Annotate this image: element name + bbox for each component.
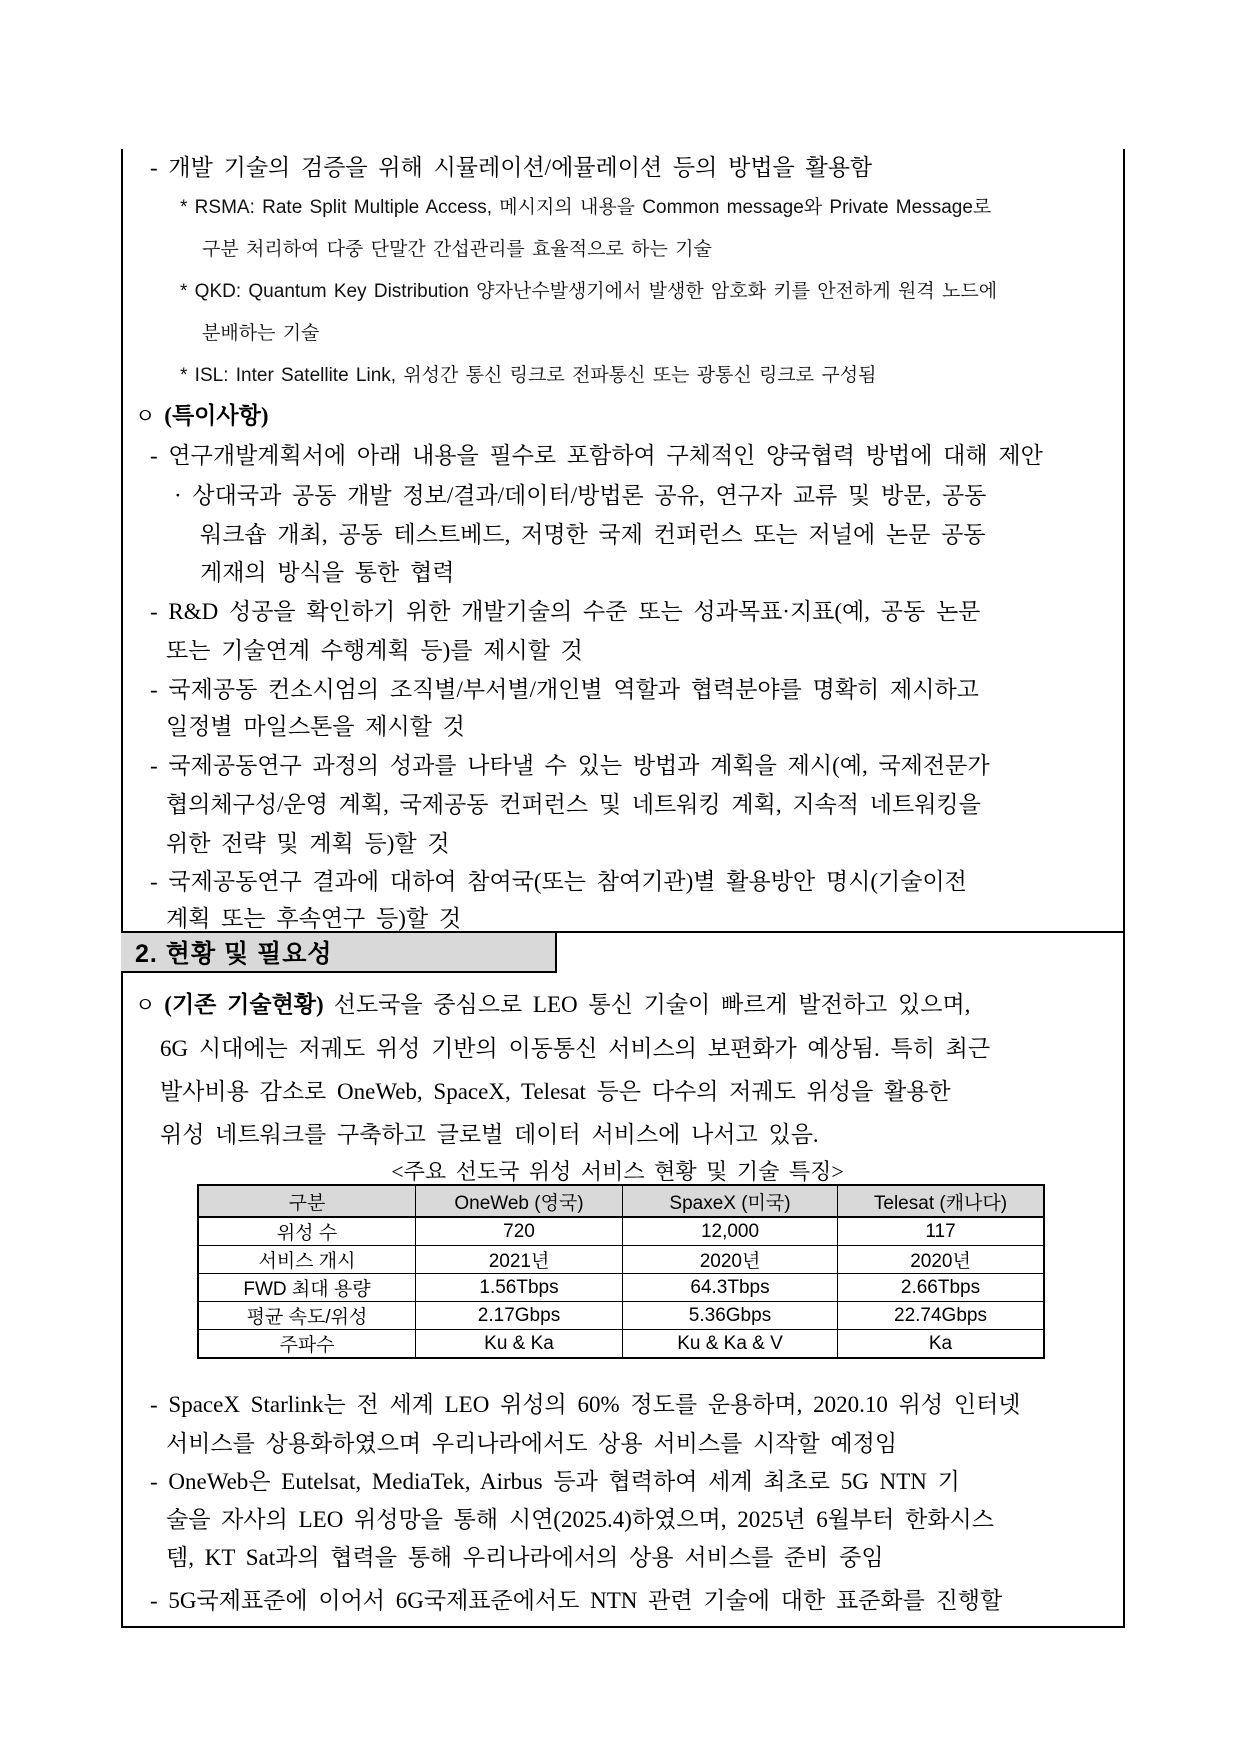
special-notes-line: - R&D 성공을 확인하기 위한 개발기술의 수준 또는 성과목표·지표(예, 공동 논문 <box>150 599 981 624</box>
table-row <box>198 1330 1044 1359</box>
special-notes-line: · 상대국과 공동 개발 정보/결과/데이터/방법론 공유, 연구자 교류 및 방문, 공동 <box>174 483 987 508</box>
table-cell: 117 <box>838 1217 1045 1246</box>
circle-bullet-marker: ㅇ <box>135 404 156 428</box>
section2-header-box <box>121 933 557 973</box>
table-cell: 서비스 개시 <box>198 1246 416 1274</box>
special-notes-line: 또는 기술연계 수행계획 등)를 제시할 것 <box>166 638 583 663</box>
table-row <box>198 1274 1044 1302</box>
section2-header-title: 2. 현황 및 필요성 <box>135 940 333 968</box>
special-notes-heading <box>135 403 279 429</box>
footnote-qkd-line2: 분배하는 기술 <box>202 323 320 344</box>
special-notes-line: 협의체구성/운영 계획, 국제공동 컨퍼런스 및 네트워킹 계획, 지속적 네트워킹을 <box>166 792 981 817</box>
status-bullet-line: - OneWeb은 Eutelsat, MediaTek, Airbus 등과 협력하여 세계 최초로 5G NTN 기 <box>150 1469 960 1494</box>
table-cell: 1.56Tbps <box>416 1274 623 1302</box>
table-caption: <주요 선도국 위성 서비스 현황 및 기술 특징> <box>391 1159 844 1184</box>
table-cell: 위성 수 <box>198 1217 416 1246</box>
tech-status-line: 위성 네트워크를 구축하고 글로벌 데이터 서비스에 나서고 있음. <box>160 1122 819 1147</box>
table-header-cell: Telesat (캐나다) <box>838 1185 1045 1217</box>
table-header-row <box>198 1185 1044 1217</box>
table-cell: 2020년 <box>623 1246 838 1274</box>
special-notes-label: (특이사항) <box>164 403 269 428</box>
table-cell: 12,000 <box>623 1217 838 1246</box>
table-cell: Ka <box>838 1330 1045 1359</box>
table-cell: 2020년 <box>838 1246 1045 1274</box>
table-header-cell: OneWeb (영국) <box>416 1185 623 1217</box>
table-row <box>198 1302 1044 1330</box>
tech-status-first-line <box>135 992 970 1018</box>
status-bullet-line: 템, KT Sat과의 협력을 통해 우리나라에서의 상용 서비스를 준비 중임 <box>166 1545 884 1570</box>
table-header-cell: SpaxeX (미국) <box>623 1185 838 1217</box>
special-notes-line: 게재의 방식을 통한 협력 <box>200 560 455 585</box>
status-bullet-line: 술을 자사의 LEO 위성망을 통해 시연(2025.4)하였으며, 2025년 6월부터 한화시스 <box>166 1507 994 1532</box>
table-cell: 2021년 <box>416 1246 623 1274</box>
footnote-rsma-line1: * RSMA: Rate Split Multiple Access, 메시지의 내용을 Common message와 Private Message로 <box>180 197 992 218</box>
special-notes-line: - 국제공동연구 과정의 성과를 나타낼 수 있는 방법과 계획을 제시(예, 국제전문가 <box>150 753 990 778</box>
tech-status-label: (기존 기술현황) <box>164 992 324 1017</box>
table-header-cell: 구분 <box>198 1185 416 1217</box>
status-bullet-line: - 5G국제표준에 이어서 6G국제표준에서도 NTN 관련 기술에 대한 표준화를 진행할 <box>150 1588 1003 1613</box>
footnote-qkd-line1: * QKD: Quantum Key Distribution 양자난수발생기에서 발생한 암호화 키를 안전하게 원격 노드에 <box>180 281 998 302</box>
tech-status-line: 6G 시대에는 저궤도 위성 기반의 이동통신 서비스의 보편화가 예상됨. 특히 최근 <box>160 1036 991 1061</box>
bullet-verification: - 개발 기술의 검증을 위해 시뮬레이션/에뮬레이션 등의 방법을 활용함 <box>150 155 873 180</box>
table-cell: 22.74Gbps <box>838 1302 1045 1330</box>
table-cell: 64.3Tbps <box>623 1274 838 1302</box>
table-cell: Ku & Ka <box>416 1330 623 1359</box>
table-cell: Ku & Ka & V <box>623 1330 838 1359</box>
special-notes-line: 일정별 마일스톤을 제시할 것 <box>166 714 465 739</box>
status-bullet-line: 서비스를 상용화하였으며 우리나라에서도 상용 서비스를 시작할 예정임 <box>166 1431 898 1456</box>
satellite-comparison-table <box>197 1184 1045 1359</box>
tech-status-text: 선도국을 중심으로 LEO 통신 기술이 빠르게 발전하고 있으며, <box>333 992 971 1017</box>
table-cell: 720 <box>416 1217 623 1246</box>
table-cell: 주파수 <box>198 1330 416 1359</box>
table-row <box>198 1246 1044 1274</box>
special-notes-line: 워크숍 개최, 공동 테스트베드, 저명한 국제 컨퍼런스 또는 저널에 논문 공동 <box>200 522 986 547</box>
circle-bullet-marker: ㅇ <box>135 993 156 1017</box>
footnote-isl-line1: * ISL: Inter Satellite Link, 위성간 통신 링크로 전파통신 또는 광통신 링크로 구성됨 <box>180 365 877 386</box>
table-cell: 2.17Gbps <box>416 1302 623 1330</box>
tech-status-line: 발사비용 감소로 OneWeb, SpaceX, Telesat 등은 다수의 저궤도 위성을 활용한 <box>160 1079 951 1104</box>
special-notes-line: - 연구개발계획서에 아래 내용을 필수로 포함하여 구체적인 양국협력 방법에 대해 제안 <box>150 443 1043 468</box>
special-notes-line: - 국제공동연구 결과에 대하여 참여국(또는 참여기관)별 활용방안 명시(기술이전 <box>150 869 967 894</box>
table-cell: 평균 속도/위성 <box>198 1302 416 1330</box>
table-cell: 2.66Tbps <box>838 1274 1045 1302</box>
special-notes-line: 계획 또는 후속연구 등)할 것 <box>166 906 462 931</box>
special-notes-line: - 국제공동 컨소시엄의 조직별/부서별/개인별 역할과 협력분야를 명확히 제시하고 <box>150 677 979 702</box>
special-notes-line: 위한 전략 및 계획 등)할 것 <box>166 831 450 856</box>
status-bullet-line: - SpaceX Starlink는 전 세계 LEO 위성의 60% 정도를 운용하며, 2020.10 위성 인터넷 <box>150 1392 1021 1417</box>
table-cell: FWD 최대 용량 <box>198 1274 416 1302</box>
footnote-rsma-line2: 구분 처리하여 다중 단말간 간섭관리를 효율적으로 하는 기술 <box>202 239 712 260</box>
table-cell: 5.36Gbps <box>623 1302 838 1330</box>
table-row <box>198 1217 1044 1246</box>
